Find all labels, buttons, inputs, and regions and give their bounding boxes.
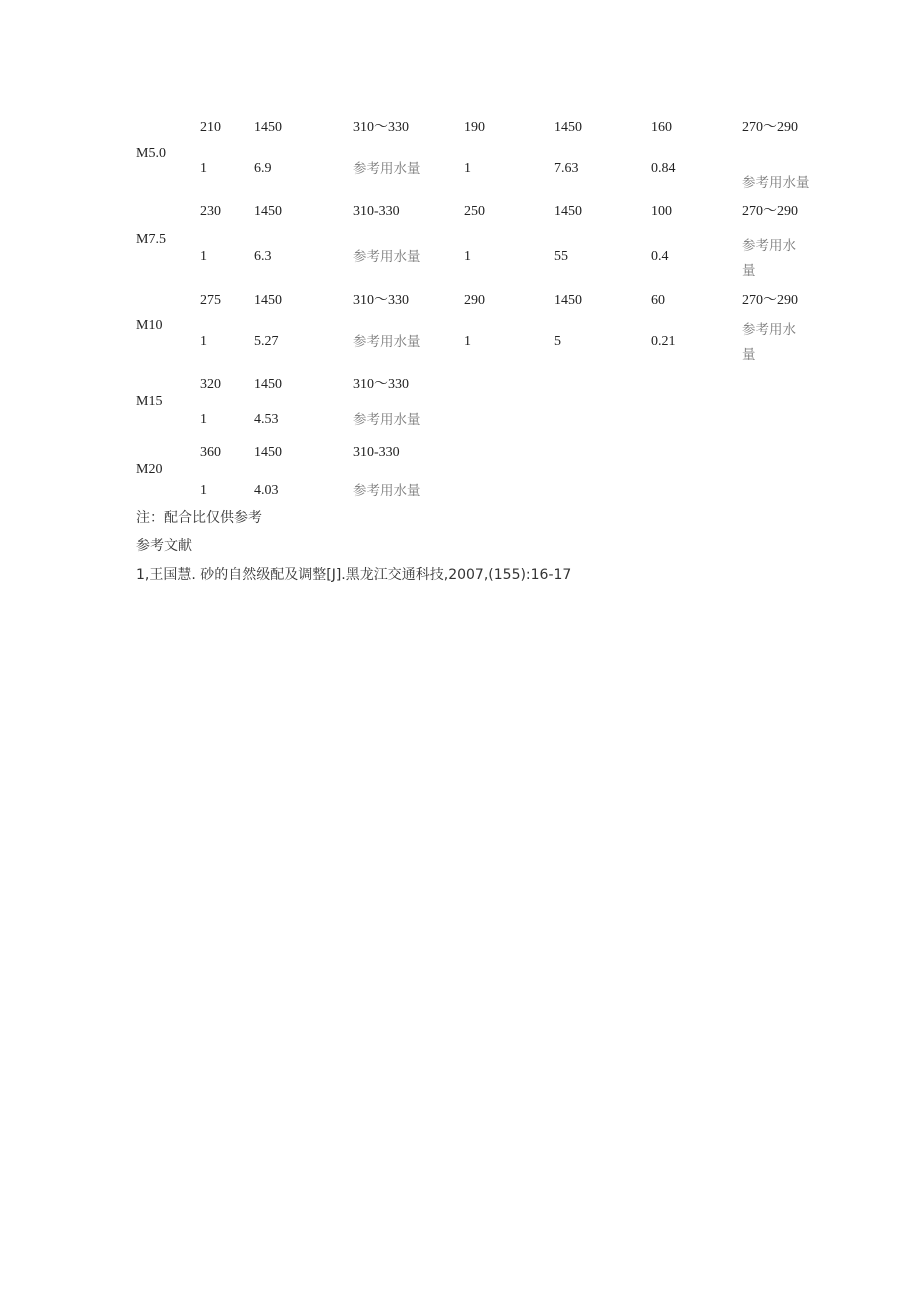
grade-label-m15: M15: [136, 394, 163, 409]
table-cell: 参考用水量: [353, 161, 421, 177]
table-cell: 1450: [254, 293, 282, 308]
table-cell: 1450: [254, 204, 282, 219]
table-cell: 190: [464, 120, 485, 135]
table-cell: 4.03: [254, 483, 279, 498]
table-cell: 230: [200, 204, 221, 219]
table-cell: 参考用水量: [353, 412, 421, 428]
table-cell: 参考用水量: [353, 249, 421, 265]
grade-label-m5: M5.0: [136, 146, 166, 161]
table-cell: 100: [651, 204, 672, 219]
table-cell: 270～290: [742, 120, 798, 135]
table-cell: 0.21: [651, 334, 676, 349]
table-cell: 270～290: [742, 293, 798, 308]
table-cell: 6.9: [254, 161, 272, 176]
table-cell: 4.53: [254, 412, 279, 427]
table-cell: 1: [200, 412, 207, 427]
table-cell: 5: [554, 334, 561, 349]
table-cell: 55: [554, 249, 568, 264]
table-cell: 1: [200, 161, 207, 176]
table-cell: 1: [200, 483, 207, 498]
grade-label-m7-5: M7.5: [136, 232, 166, 247]
table-cell: 1: [200, 249, 207, 264]
table-cell: 310～330: [353, 293, 409, 308]
table-cell: 1450: [554, 204, 582, 219]
table-cell: 1: [200, 334, 207, 349]
table-cell: 0.84: [651, 161, 676, 176]
table-cell: 1: [464, 334, 471, 349]
table-cell: 5.27: [254, 334, 279, 349]
table-cell: 210: [200, 120, 221, 135]
table-cell: 275: [200, 293, 221, 308]
reference-item: 1,王国慧. 砂的自然级配及调整[J].黑龙江交通科技,2007,(155):16-17: [136, 567, 572, 583]
table-cell: 1450: [254, 445, 282, 460]
table-cell: 250: [464, 204, 485, 219]
grade-label-m10: M10: [136, 318, 163, 333]
table-cell: 7.63: [554, 161, 579, 176]
table-cell: 290: [464, 293, 485, 308]
table-cell: 160: [651, 120, 672, 135]
table-cell: 1450: [254, 120, 282, 135]
table-cell: 310-330: [353, 445, 400, 460]
table-cell: 1: [464, 249, 471, 264]
table-cell: 参考用水量: [742, 322, 796, 363]
table-cell: 参考用水量: [353, 334, 421, 350]
table-cell: 310～330: [353, 120, 409, 135]
table-cell: 360: [200, 445, 221, 460]
table-cell: 310～330: [353, 377, 409, 392]
table-cell: 60: [651, 293, 665, 308]
table-cell: 1450: [254, 377, 282, 392]
table-cell: 参考用水量: [742, 238, 796, 279]
table-cell: 6.3: [254, 249, 272, 264]
table-cell: 320: [200, 377, 221, 392]
table-cell: 参考用水量: [742, 175, 810, 191]
table-note: 注：配合比仅供参考: [136, 510, 262, 526]
references-heading: 参考文献: [136, 538, 192, 554]
table-cell: 1: [464, 161, 471, 176]
table-cell: 270～290: [742, 204, 798, 219]
table-cell: 参考用水量: [353, 483, 421, 499]
table-cell: 1450: [554, 120, 582, 135]
grade-label-m20: M20: [136, 462, 163, 477]
table-cell: 0.4: [651, 249, 669, 264]
table-cell: 1450: [554, 293, 582, 308]
table-cell: 310-330: [353, 204, 400, 219]
